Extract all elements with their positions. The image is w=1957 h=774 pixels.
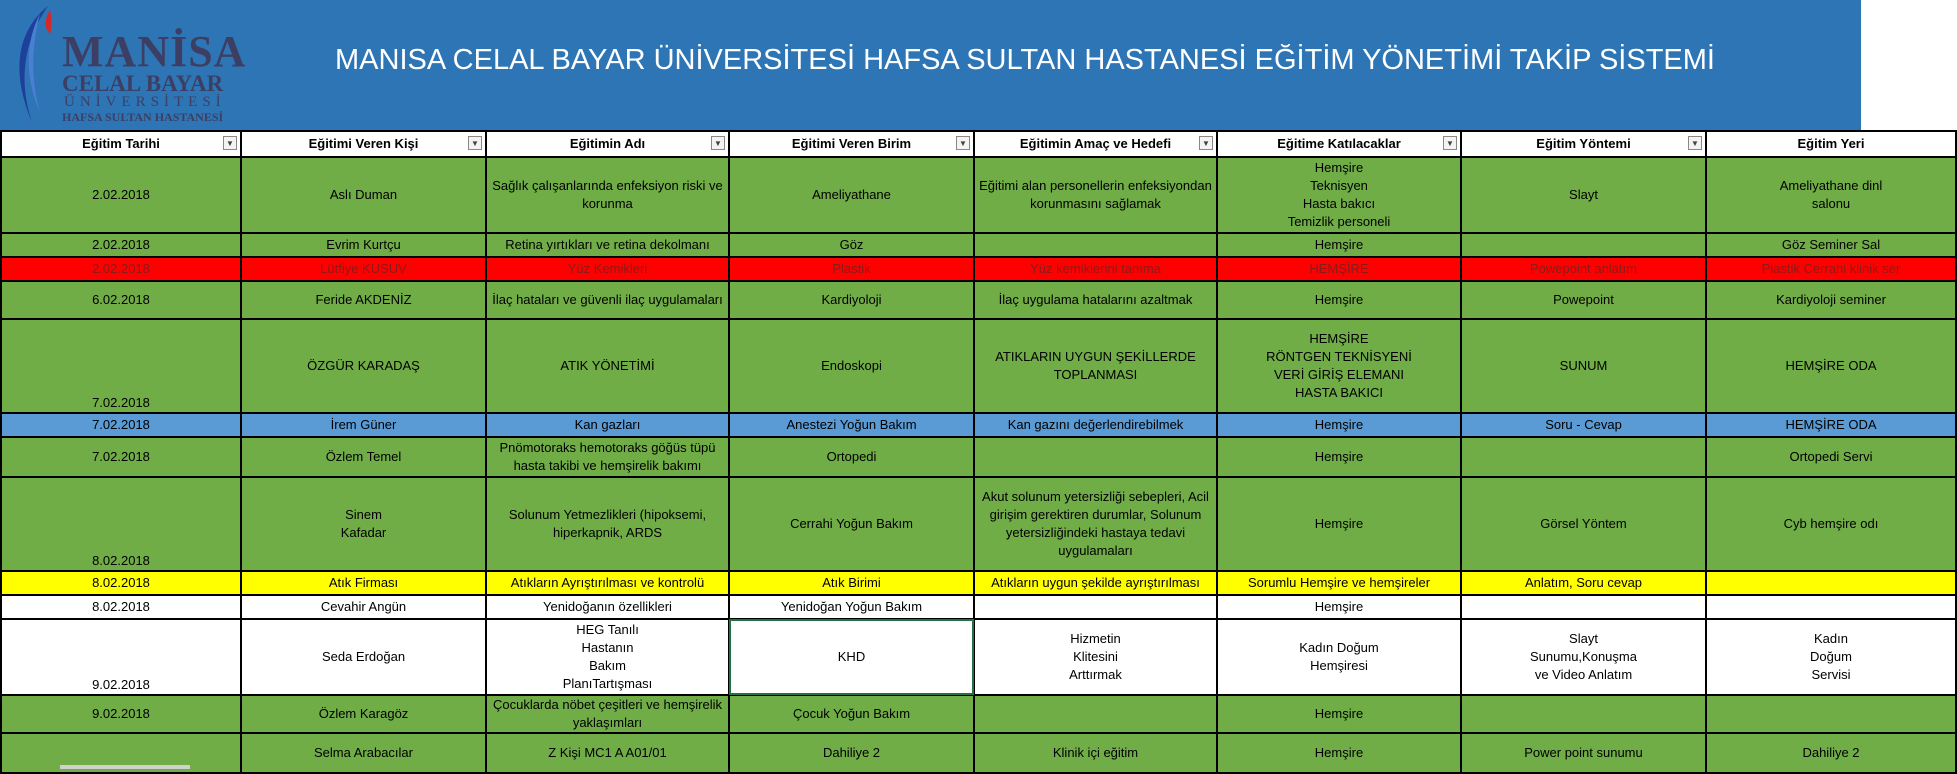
column-header-participants[interactable] <box>1217 131 1461 157</box>
table-cell[interactable]: 9.02.2018 <box>1 695 241 733</box>
column-header-label: Eğitimin Amaç ve Hedefi <box>1019 136 1172 151</box>
table-cell[interactable] <box>1461 595 1706 619</box>
table-row <box>1 437 1956 477</box>
table-cell[interactable]: HEMŞİRE <box>1217 257 1461 281</box>
table-cell[interactable]: Power point sunumu <box>1461 733 1706 773</box>
table-cell[interactable]: Hemşire <box>1217 595 1461 619</box>
table-cell[interactable]: Plastik <box>729 257 974 281</box>
table-cell[interactable]: Hizmetin Klitesini Arttırmak <box>974 619 1217 695</box>
column-header-label: Eğitim Tarihi <box>82 136 160 151</box>
table-cell[interactable]: Anestezi Yoğun Bakım <box>729 413 974 437</box>
column-header-label: Eğitim Yeri <box>1797 136 1865 151</box>
hospital-logo <box>0 0 250 128</box>
table-cell[interactable]: Ortopedi <box>729 437 974 477</box>
table-cell[interactable]: Hemşire <box>1217 733 1461 773</box>
training-table <box>0 130 1957 774</box>
table-cell[interactable]: Hemşire <box>1217 233 1461 257</box>
table-cell[interactable]: Slayt <box>1461 157 1706 233</box>
table-cell[interactable]: Solunum Yetmezlikleri (hipoksemi, hiperkapnik, ARDS <box>486 477 729 571</box>
table-row <box>1 477 1956 571</box>
table-cell[interactable]: HEMŞİRE ODA <box>1706 413 1956 437</box>
table-cell[interactable]: Akut solunum yetersizliği sebepleri, Acil girişim gerektiren durumlar, Solunum yetersizliğindeki hastaya tedavi uygulamaları <box>974 477 1217 571</box>
table-cell[interactable]: Atık Birimi <box>729 571 974 595</box>
table-cell[interactable]: Anlatım, Soru cevap <box>1461 571 1706 595</box>
table-cell[interactable]: 2.02.2018 <box>1 157 241 233</box>
table-cell[interactable]: Retina yırtıkları ve retina dekolmanı <box>486 233 729 257</box>
table-cell[interactable]: SUNUM <box>1461 319 1706 413</box>
table-cell[interactable]: Klinik içi eğitim <box>974 733 1217 773</box>
table-cell[interactable] <box>1706 695 1956 733</box>
column-header-unit[interactable] <box>729 131 974 157</box>
table-cell[interactable]: Yenidoğan Yoğun Bakım <box>729 595 974 619</box>
table-cell[interactable]: Dahiliye 2 <box>1706 733 1956 773</box>
table-cell[interactable]: İlaç hataları ve güvenli ilaç uygulamaları <box>486 281 729 319</box>
table-row <box>1 595 1956 619</box>
table-cell[interactable]: Hemşire <box>1217 695 1461 733</box>
table-cell[interactable]: Özlem Temel <box>241 437 486 477</box>
table-row <box>1 413 1956 437</box>
table-cell[interactable]: Kan gazını değerlendirebilmek <box>974 413 1217 437</box>
spreadsheet-grid[interactable] <box>0 130 1901 769</box>
table-cell[interactable]: Göz <box>729 233 974 257</box>
table-cell[interactable]: Pnömotoraks hemotoraks göğüs tüpü hasta takibi ve hemşirelik bakımı <box>486 437 729 477</box>
table-cell[interactable]: Hemşire <box>1217 437 1461 477</box>
table-cell[interactable]: 7.02.2018 <box>1 319 241 413</box>
table-row <box>1 157 1956 233</box>
table-cell[interactable]: Sinem Kafadar <box>241 477 486 571</box>
table-cell[interactable]: Atıkların Ayrıştırılması ve kontrolü <box>486 571 729 595</box>
table-cell[interactable]: Cerrahi Yoğun Bakım <box>729 477 974 571</box>
filter-dropdown-icon[interactable]: ▼ <box>1443 136 1457 150</box>
table-cell[interactable]: HEG Tanılı Hastanın Bakım PlanıTartışması <box>486 619 729 695</box>
table-cell[interactable] <box>974 695 1217 733</box>
column-header-date[interactable] <box>1 131 241 157</box>
table-cell[interactable] <box>1461 233 1706 257</box>
table-row <box>1 733 1956 773</box>
table-cell[interactable]: Soru - Cevap <box>1461 413 1706 437</box>
selected-cell[interactable]: KHD <box>729 619 974 695</box>
table-row <box>1 619 1956 695</box>
column-header-label: Eğitime Katılacaklar <box>1277 136 1401 151</box>
column-header-trainer[interactable] <box>241 131 486 157</box>
table-cell[interactable]: HEMŞİRE ODA <box>1706 319 1956 413</box>
column-header-label: Eğitim Yöntemi <box>1536 136 1631 151</box>
column-header-label: Eğitimi Veren Birim <box>791 136 912 151</box>
table-cell[interactable]: Özlem Karagöz <box>241 695 486 733</box>
table-cell[interactable]: Atıkların uygun şekilde ayrıştırılması <box>974 571 1217 595</box>
table-cell[interactable]: Yenidoğanın özellikleri <box>486 595 729 619</box>
table-cell[interactable]: 9.02.2018 <box>1 619 241 695</box>
filter-dropdown-icon[interactable]: ▼ <box>956 136 970 150</box>
table-cell[interactable] <box>1461 437 1706 477</box>
column-header-label: Eğitimin Adı <box>569 136 646 151</box>
table-row <box>1 319 1956 413</box>
table-cell[interactable]: Çocuk Yoğun Bakım <box>729 695 974 733</box>
column-header-method[interactable] <box>1461 131 1706 157</box>
table-cell[interactable]: Kardiyoloji <box>729 281 974 319</box>
table-cell[interactable]: Kardiyoloji seminer <box>1706 281 1956 319</box>
table-cell[interactable] <box>1461 695 1706 733</box>
table-cell[interactable]: Göz Seminer Sal <box>1706 233 1956 257</box>
table-row <box>1 695 1956 733</box>
horizontal-scrollbar[interactable] <box>60 765 190 769</box>
table-cell[interactable] <box>974 437 1217 477</box>
column-header-label: Eğitimi Veren Kişi <box>308 136 419 151</box>
table-cell[interactable]: Dahiliye 2 <box>729 733 974 773</box>
logo-text-celal-bayar: CELAL BAYAR <box>62 71 224 96</box>
column-header-training-name[interactable] <box>486 131 729 157</box>
table-cell[interactable]: Cevahir Angün <box>241 595 486 619</box>
table-cell[interactable]: Lütfiye KUSUV <box>241 257 486 281</box>
table-cell[interactable]: Hemşire <box>1217 477 1461 571</box>
filter-dropdown-icon[interactable]: ▼ <box>223 136 237 150</box>
logo-text-hospital: HAFSA SULTAN HASTANESİ <box>62 110 224 124</box>
table-cell[interactable] <box>974 595 1217 619</box>
logo-text-universitesi: ÜNİVERSİTESİ <box>64 94 226 110</box>
table-cell[interactable]: Hemşire Teknisyen Hasta bakıcı Temizlik personeli <box>1217 157 1461 233</box>
filter-dropdown-icon[interactable]: ▼ <box>468 136 482 150</box>
table-cell[interactable]: Ameliyathane dinl salonu <box>1706 157 1956 233</box>
logo-text-manisa: MANİSA <box>62 27 247 76</box>
table-cell[interactable]: Ortopedi Servi <box>1706 437 1956 477</box>
table-cell[interactable]: 8.02.2018 <box>1 477 241 571</box>
table-row <box>1 257 1956 281</box>
page-title: MANISA CELAL BAYAR ÜNİVERSİTESİ HAFSA SULTAN HASTANESİ EĞİTİM YÖNETİMİ TAKİP SİSTEMİ <box>335 44 1715 76</box>
table-cell[interactable]: Endoskopi <box>729 319 974 413</box>
table-cell[interactable] <box>974 233 1217 257</box>
table-cell[interactable]: Kadın Doğum Servisi <box>1706 619 1956 695</box>
table-cell[interactable]: Eğitimi alan personellerin enfeksiyondan korunmasını sağlamak <box>974 157 1217 233</box>
table-cell[interactable]: İlaç uygulama hatalarını azaltmak <box>974 281 1217 319</box>
table-cell[interactable]: 7.02.2018 <box>1 437 241 477</box>
table-cell[interactable]: Slayt Sunumu,Konuşma ve Video Anlatım <box>1461 619 1706 695</box>
table-cell[interactable]: Hemşire <box>1217 281 1461 319</box>
table-cell[interactable] <box>1706 571 1956 595</box>
table-cell[interactable]: Powepoint <box>1461 281 1706 319</box>
column-header-location[interactable] <box>1706 131 1956 157</box>
table-cell[interactable]: 6.02.2018 <box>1 281 241 319</box>
table-cell[interactable]: Aslı Duman <box>241 157 486 233</box>
table-cell[interactable]: 8.02.2018 <box>1 595 241 619</box>
table-cell[interactable]: Powepoint anlatım <box>1461 257 1706 281</box>
table-row <box>1 281 1956 319</box>
table-cell[interactable]: Kan gazları <box>486 413 729 437</box>
table-cell[interactable]: Kadın Doğum Hemşiresi <box>1217 619 1461 695</box>
table-cell[interactable]: 2.02.2018 <box>1 257 241 281</box>
table-cell[interactable]: Seda Erdoğan <box>241 619 486 695</box>
filter-dropdown-icon[interactable]: ▼ <box>1688 136 1702 150</box>
table-cell[interactable]: 7.02.2018 <box>1 413 241 437</box>
table-cell[interactable]: Sağlık çalışanlarında enfeksiyon riski ve korunma <box>486 157 729 233</box>
table-cell[interactable]: Plastik Cerrahi klinik ser <box>1706 257 1956 281</box>
header-row <box>1 131 1956 157</box>
table-cell[interactable]: Atık Firması <box>241 571 486 595</box>
table-cell[interactable]: 2.02.2018 <box>1 233 241 257</box>
table-cell[interactable]: ATIKLARIN UYGUN ŞEKİLLERDE TOPLANMASI <box>974 319 1217 413</box>
table-cell[interactable]: Sorumlu Hemşire ve hemşireler <box>1217 571 1461 595</box>
table-cell[interactable]: Yüz Kemikleri <box>486 257 729 281</box>
table-cell[interactable]: HEMŞİRE RÖNTGEN TEKNİSYENİ VERİ GİRİŞ ELEMANI HASTA BAKICI <box>1217 319 1461 413</box>
table-cell[interactable]: ÖZGÜR KARADAŞ <box>241 319 486 413</box>
table-cell[interactable]: Feride AKDENİZ <box>241 281 486 319</box>
filter-dropdown-icon[interactable]: ▼ <box>711 136 725 150</box>
filter-dropdown-icon[interactable]: ▼ <box>1199 136 1213 150</box>
table-cell[interactable]: Hemşire <box>1217 413 1461 437</box>
table-row <box>1 233 1956 257</box>
table-cell[interactable]: Cyb hemşire odı <box>1706 477 1956 571</box>
table-cell[interactable]: Yüz kemiklerini tanıma <box>974 257 1217 281</box>
table-cell[interactable]: Selma Arabacılar <box>241 733 486 773</box>
title-banner <box>0 0 1861 130</box>
table-cell[interactable]: Görsel Yöntem <box>1461 477 1706 571</box>
column-header-goal[interactable] <box>974 131 1217 157</box>
logo-flame-icon <box>0 0 70 128</box>
table-cell[interactable]: Çocuklarda nöbet çeşitleri ve hemşirelik yaklaşımları <box>486 695 729 733</box>
table-cell[interactable]: ATIK YÖNETİMİ <box>486 319 729 413</box>
table-row <box>1 571 1956 595</box>
table-cell[interactable]: Z Kişi MC1 A A01/01 <box>486 733 729 773</box>
table-cell[interactable]: Evrim Kurtçu <box>241 233 486 257</box>
table-cell[interactable]: Ameliyathane <box>729 157 974 233</box>
table-cell[interactable]: 8.02.2018 <box>1 571 241 595</box>
table-cell[interactable] <box>1706 595 1956 619</box>
table-cell[interactable]: İrem Güner <box>241 413 486 437</box>
